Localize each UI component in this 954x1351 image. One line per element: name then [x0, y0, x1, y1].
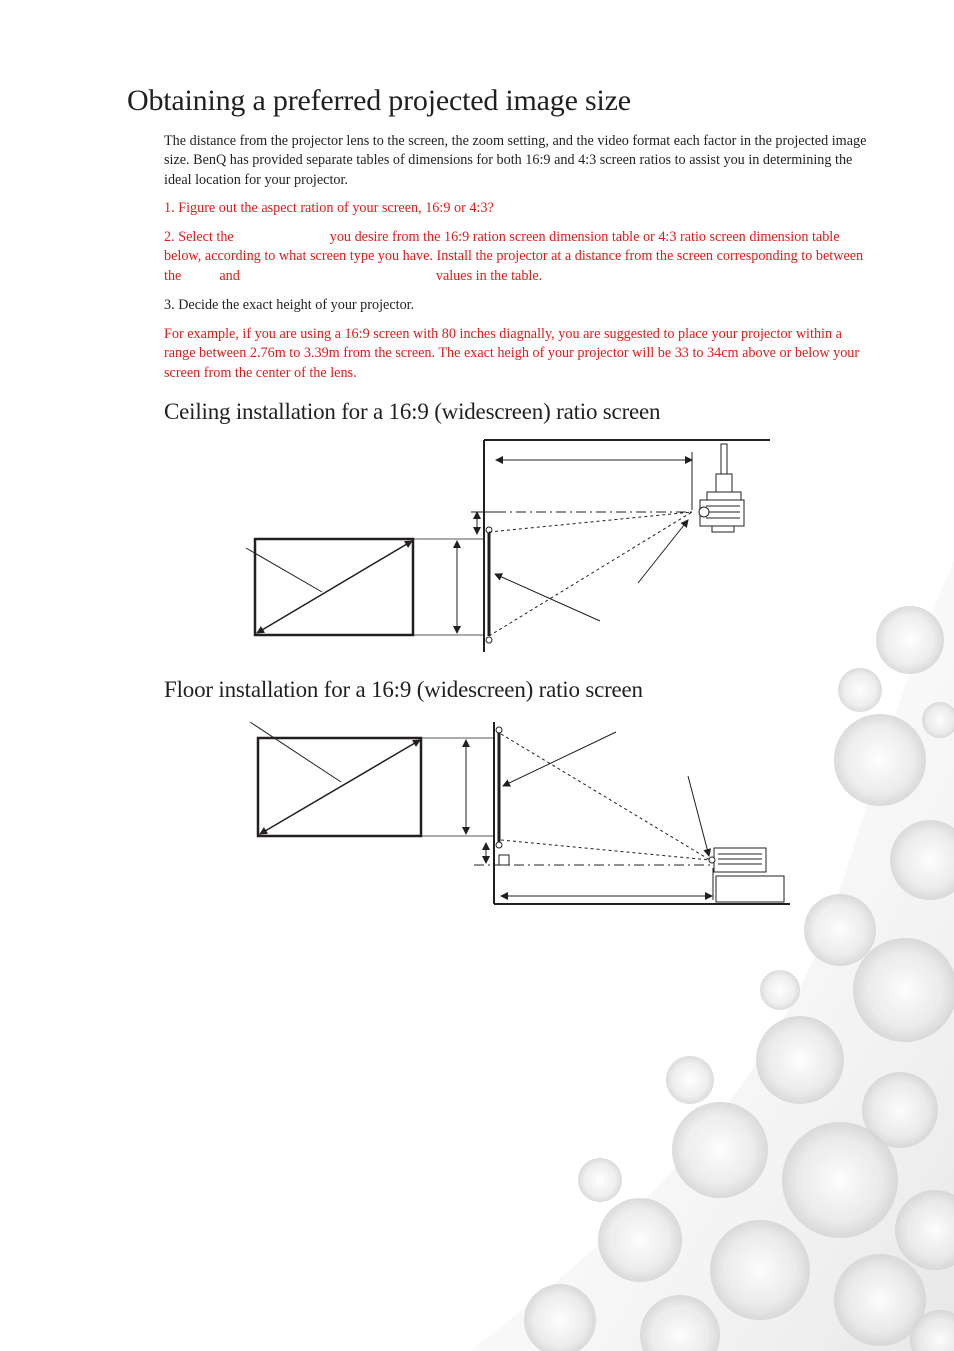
floor-installation-diagram: [240, 716, 796, 912]
floor-section-title: Floor installation for a 16:9 (widescreen) ratio screen: [164, 677, 643, 702]
step-2-part-c: and: [219, 267, 240, 284]
floor-projection-lines: [474, 734, 710, 865]
ceiling-projection-lines: [471, 512, 692, 636]
ceiling-projector-icon: [699, 444, 744, 532]
floor-callout-arrows: [503, 732, 709, 856]
ceiling-section-title: Ceiling installation for a 16:9 (widescreen) ratio screen: [164, 399, 661, 424]
ceiling-projector-distance-arrow: [496, 452, 692, 510]
floor-screen-diagram: [250, 722, 495, 836]
floor-projector-icon: [709, 848, 784, 902]
step-1-text: 1. Figure out the aspect ration of your screen, 16:9 or 4:3?: [164, 200, 494, 216]
ceiling-callout-arrows: [495, 520, 688, 621]
example-paragraph: For example, if you are using a 16:9 screen with 80 inches diagnally, you are suggested to place your projector within a range between 2.76m to 3.39m from the screen. The exact heigh of your projector will be 33 to 34cm above or below your screen from the center of the lens.: [164, 326, 860, 381]
step-2-paragraph: [164, 228, 876, 286]
ceiling-installation-diagram: [240, 436, 780, 658]
ceiling-screen-diagram: [246, 539, 485, 635]
step-2-part-d: values in the table.: [435, 267, 543, 284]
intro-paragraph: The distance from the projector lens to the screen, the zoom setting, and the video format each factor in the projected image size. BenQ has provided separate tables of dimensions for both 16:9 and 4:3 screen ratios to assist you in determining the ideal location for your projector.: [164, 133, 867, 188]
page-title: Obtaining a preferred projected image size: [127, 84, 631, 117]
floor-projector-distance-arrow: [501, 868, 713, 900]
step-2-part-b: you desire from the 16:9 ration screen dimension table or 4:3 ratio screen dimension table below, according to what screen type you have. Install the projector at a distance from the screen corresponding to between the: [164, 229, 864, 284]
step-3-text: 3. Decide the exact height of your projector.: [164, 297, 415, 313]
step-2-part-a: 2. Select the: [164, 229, 234, 245]
